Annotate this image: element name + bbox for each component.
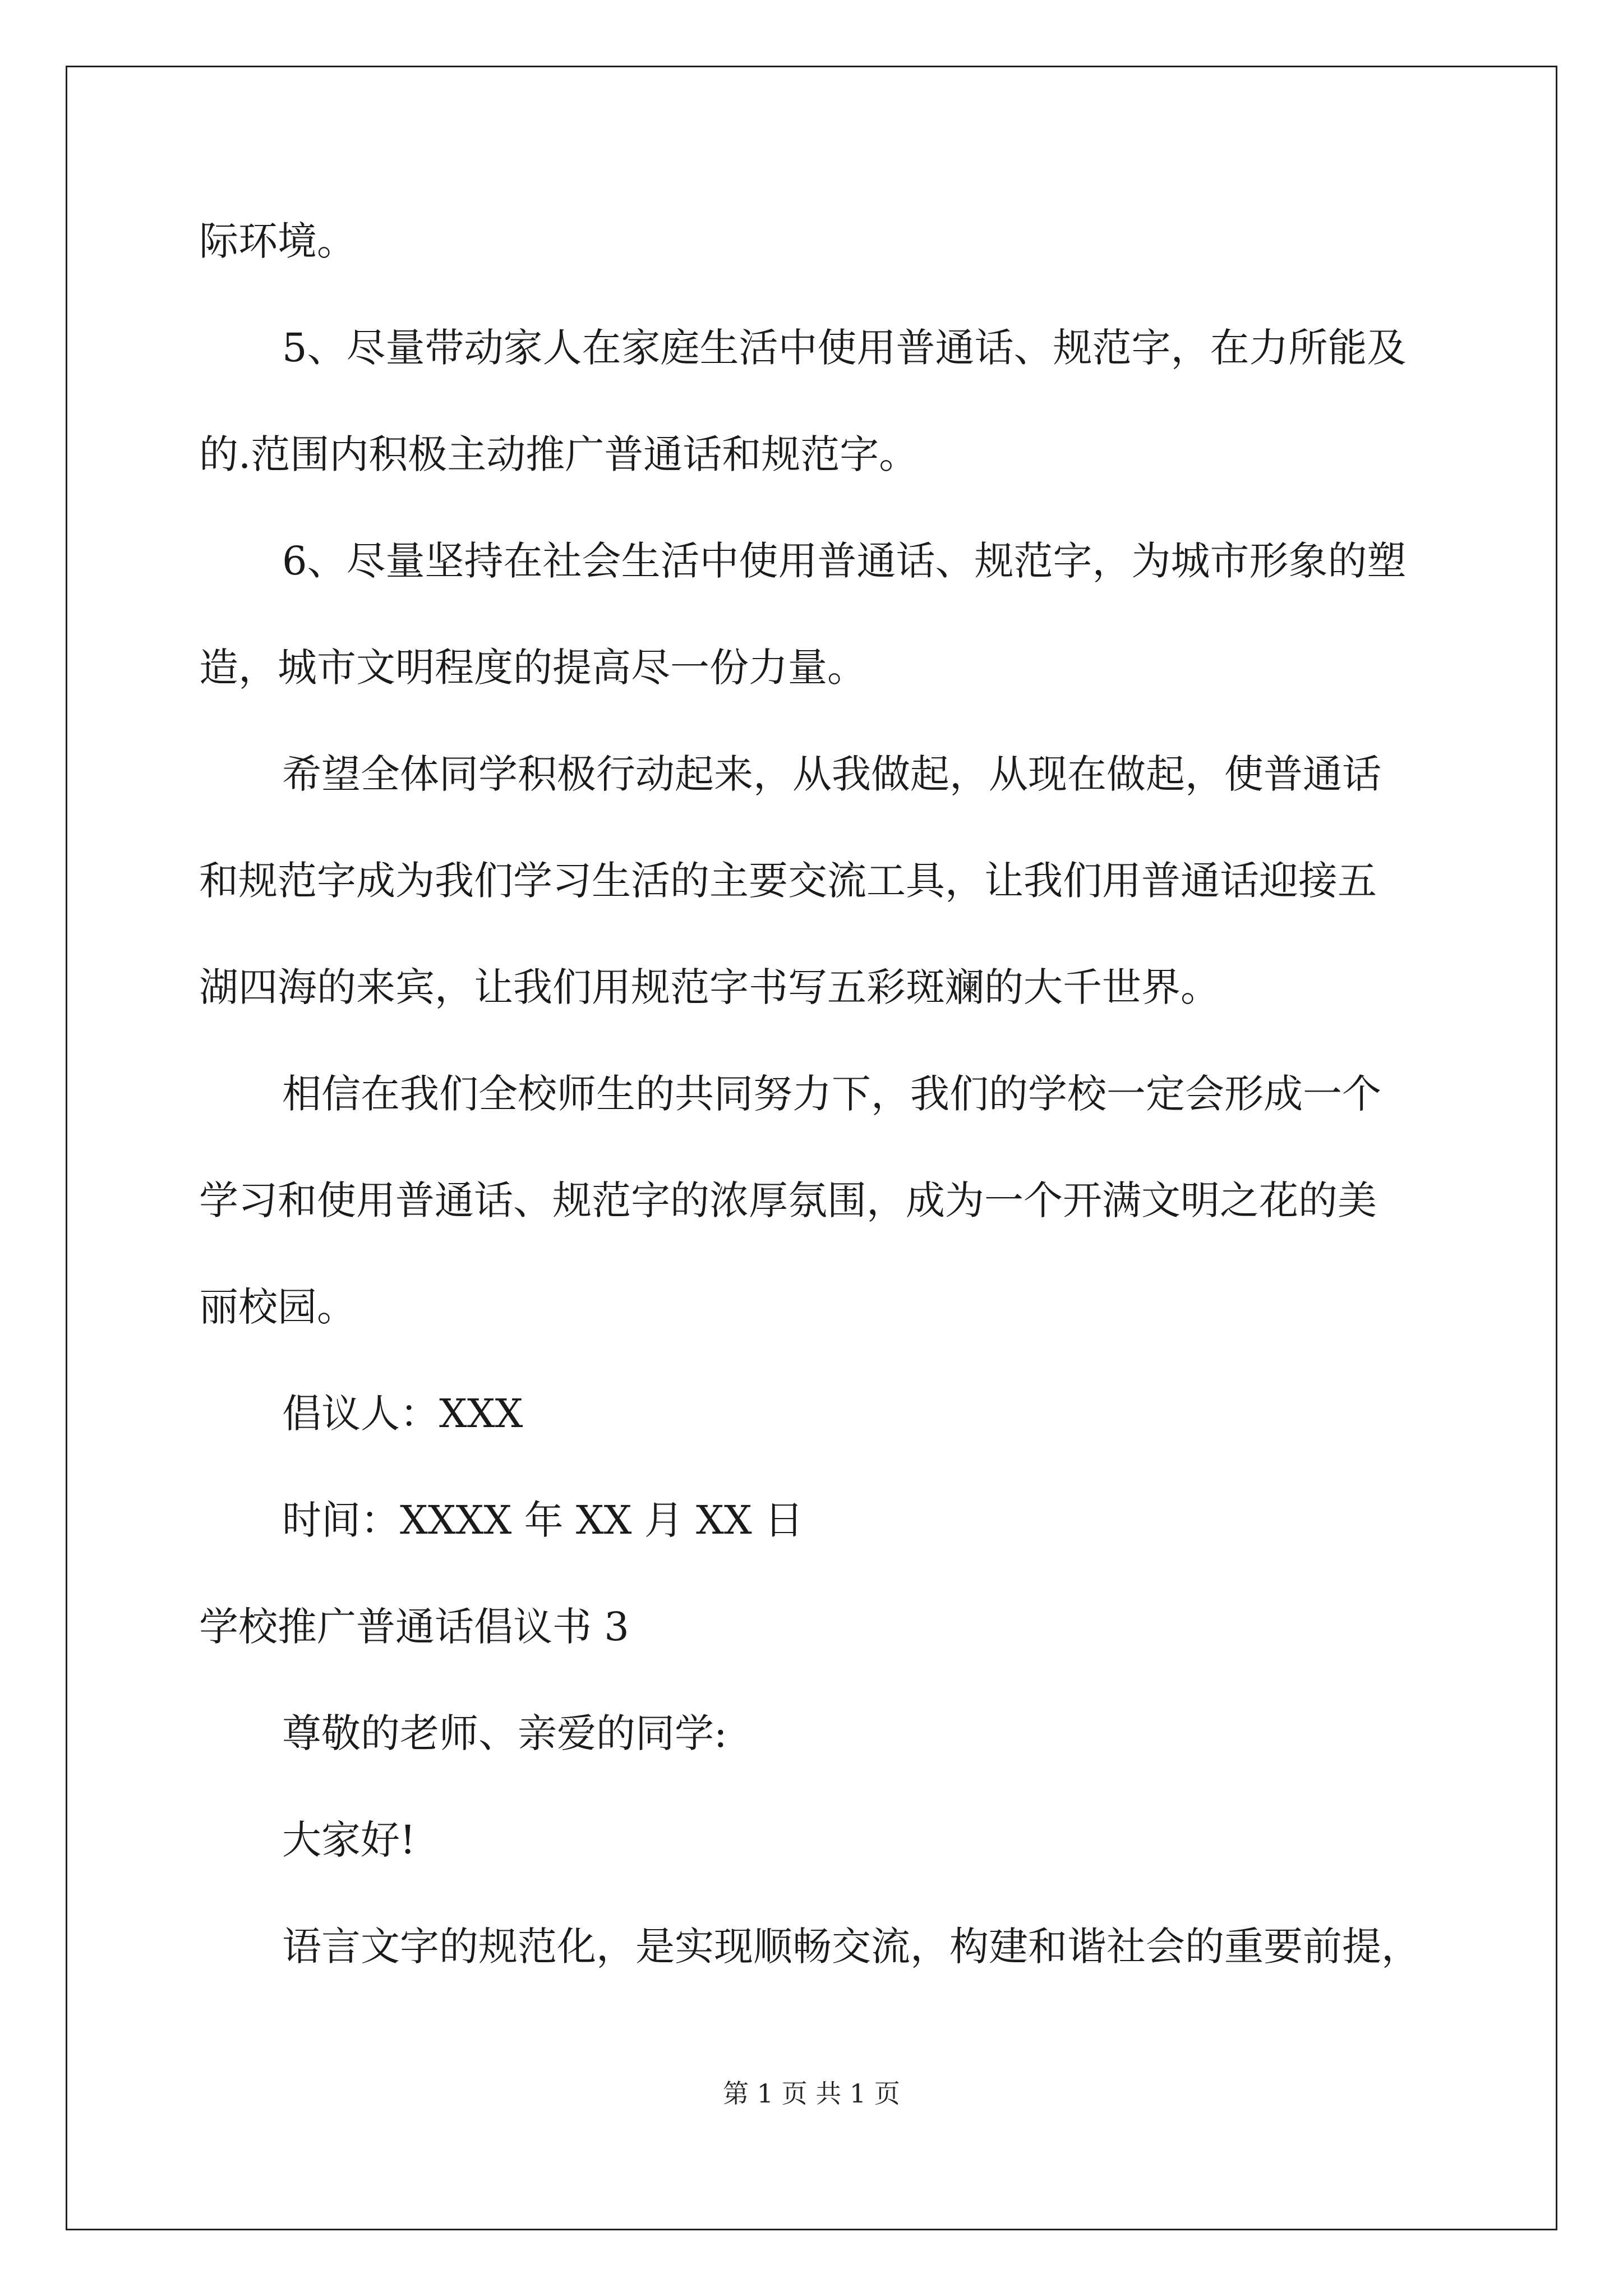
text-line: 湖四海的来宾，让我们用规范字书写五彩斑斓的大千世界。	[199, 964, 1220, 1010]
paragraph-start: 语言文字的规范化，是实现顺畅交流，构建和谐社会的重要前提，	[282, 1924, 1421, 1970]
section-heading: 学校推广普通话倡议书 3	[199, 1604, 629, 1650]
text-line: 造，城市文明程度的提高尽一份力量。	[199, 645, 866, 691]
list-item-5: 5、尽量带动家人在家庭生活中使用普通话、规范字，在力所能及	[282, 325, 1407, 371]
paragraph-start: 相信在我们全校师生的共同努力下，我们的学校一定会形成一个	[282, 1071, 1381, 1117]
paragraph-start: 希望全体同学积极行动起来，从我做起，从现在做起，使普通话	[282, 751, 1381, 797]
list-item-6: 6、尽量坚持在社会生活中使用普通话、规范字，为城市形象的塑	[282, 538, 1407, 584]
page-number: 第 1 页 共 1 页	[723, 2078, 900, 2109]
text-line: 学习和使用普通话、规范字的浓厚氛围，成为一个开满文明之花的美	[199, 1177, 1377, 1223]
text-line: 丽校园。	[199, 1284, 356, 1330]
greeting: 大家好!	[282, 1817, 416, 1863]
initiator-line: 倡议人：XXX	[282, 1391, 523, 1437]
text-line: 的.范围内积极主动推广普通话和规范字。	[199, 431, 919, 477]
text-line: 际环境。	[199, 218, 356, 264]
salutation: 尊敬的老师、亲爱的同学:	[282, 1710, 727, 1756]
page-border	[66, 66, 1557, 2230]
date-line: 时间：XXXX 年 XX 月 XX 日	[282, 1497, 804, 1543]
text-line: 和规范字成为我们学习生活的主要交流工具，让我们用普通话迎接五	[199, 858, 1377, 904]
